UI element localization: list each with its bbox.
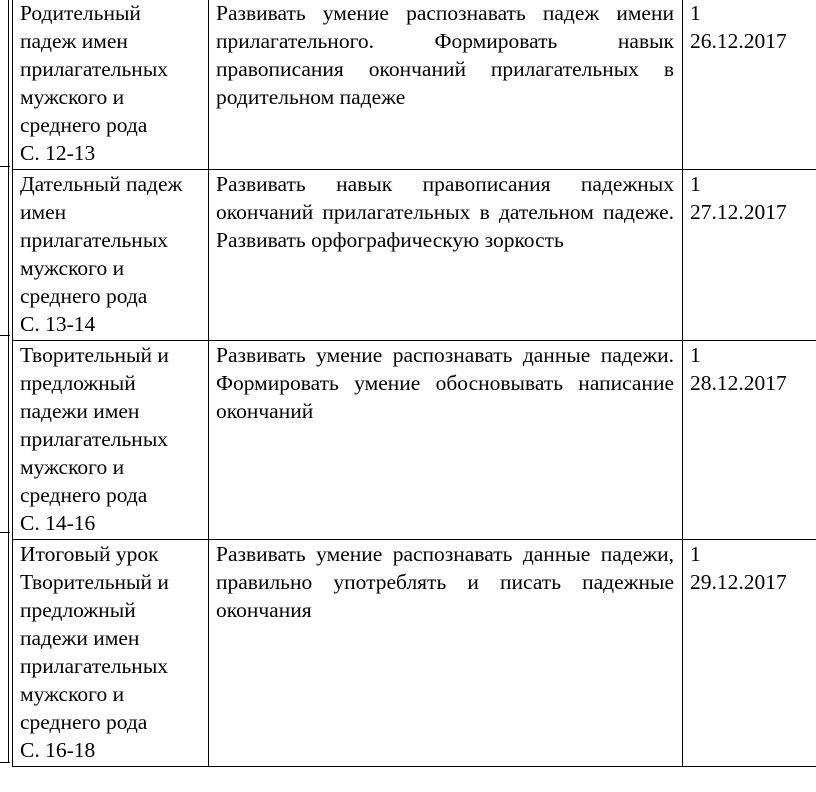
row-divider-stub — [0, 166, 10, 167]
topic-line: имен — [20, 200, 67, 224]
topic-line: Родительный — [20, 1, 141, 25]
topic-line: предложный — [20, 371, 136, 395]
topic-line: среднего рода — [20, 483, 148, 507]
topic-line: мужского и — [20, 455, 125, 479]
date-value: 26.12.2017 — [690, 29, 787, 53]
topic-line: падежи имен — [20, 626, 140, 650]
topic-line: С. 16-18 — [20, 738, 96, 762]
goal-cell: Развивать умение распознавать данные падежи, правильно употреблять и писать падежные окончания — [209, 540, 683, 767]
topic-line: Творительный и — [20, 570, 169, 594]
row-divider-stub — [0, 335, 10, 336]
hours-value: 1 — [690, 172, 701, 196]
left-column-border — [8, 0, 9, 762]
topic-line: прилагательных — [20, 57, 169, 81]
topic-line: среднего рода — [20, 113, 148, 137]
topic-line: С. 12-13 — [20, 141, 96, 165]
row-divider-stub — [0, 532, 10, 533]
hours-date-cell — [683, 0, 816, 170]
topic-cell — [13, 170, 209, 341]
topic-line: мужского и — [20, 85, 125, 109]
topic-cell — [13, 540, 209, 767]
topic-cell — [13, 0, 209, 170]
topic-line: падеж имен — [20, 29, 128, 53]
topic-line: прилагательных — [20, 427, 169, 451]
table-row — [13, 341, 816, 540]
hours-value: 1 — [690, 1, 701, 25]
topic-line: среднего рода — [20, 710, 148, 734]
goal-cell: Развивать умение распознавать падеж имени прилагательного. Формировать навык правописания окончаний прилагательных в родительном падеже — [209, 0, 683, 170]
hours-date-cell — [683, 170, 816, 341]
goal-cell: Развивать умение распознавать данные падежи. Формировать умение обосновывать написание окончаний — [209, 341, 683, 540]
date-value: 27.12.2017 — [690, 200, 787, 224]
hours-date-cell — [683, 540, 816, 767]
topic-line: Итоговый урок — [20, 542, 159, 566]
topic-line: мужского и — [20, 256, 125, 280]
lesson-plan-table — [12, 0, 816, 767]
topic-line: прилагательных — [20, 654, 169, 678]
topic-line: прилагательных — [20, 228, 169, 252]
topic-cell — [13, 341, 209, 540]
topic-line: Творительный и — [20, 343, 169, 367]
topic-line: предложный — [20, 598, 136, 622]
table-row — [13, 0, 816, 170]
date-value: 29.12.2017 — [690, 570, 787, 594]
topic-line: Дательный падеж — [20, 172, 183, 196]
date-value: 28.12.2017 — [690, 371, 787, 395]
table-row — [13, 170, 816, 341]
topic-line: мужского и — [20, 682, 125, 706]
topic-line: С. 13-14 — [20, 312, 96, 336]
table-row — [13, 540, 816, 767]
row-divider-stub — [0, 762, 10, 763]
hours-value: 1 — [690, 343, 701, 367]
topic-line: С. 14-16 — [20, 511, 96, 535]
topic-line: среднего рода — [20, 284, 148, 308]
goal-cell: Развивать навык правописания падежных окончаний прилагательных в дательном падеже. Развивать орфографическую зоркость — [209, 170, 683, 341]
hours-date-cell — [683, 341, 816, 540]
topic-line: падежи имен — [20, 399, 140, 423]
hours-value: 1 — [690, 542, 701, 566]
